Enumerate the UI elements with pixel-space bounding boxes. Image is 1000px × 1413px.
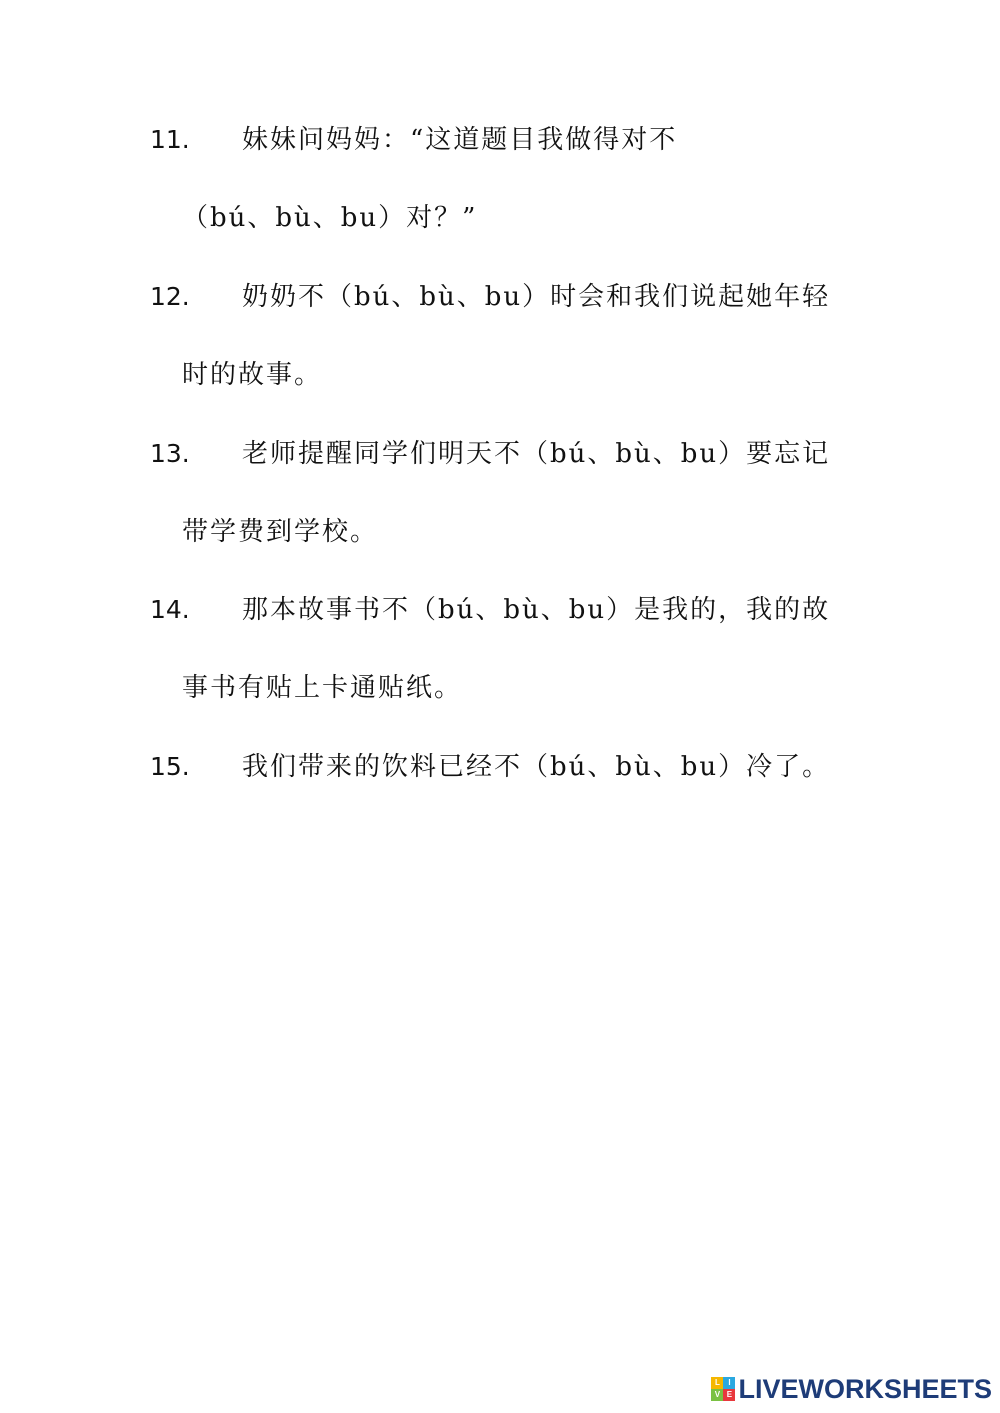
question-text-continued: 带学费到学校。 <box>182 517 379 547</box>
question-13 <box>150 434 870 552</box>
question-number: 12. <box>150 282 190 311</box>
question-text: 老师提醒同学们明天不（bú、bù、bu）要忘记 <box>242 439 831 469</box>
question-text: 那本故事书不（bú、bù、bu）是我的，我的故 <box>242 595 831 625</box>
question-11 <box>150 120 870 238</box>
question-text: 我们带来的饮料已经不（bú、bù、bu）冷了。 <box>242 752 831 782</box>
question-line <box>150 590 870 630</box>
question-14 <box>150 590 870 708</box>
question-15 <box>150 747 870 787</box>
question-text-continued: （bú、bù、bu）对？” <box>182 203 478 233</box>
question-number: 11. <box>150 125 190 154</box>
question-number: 14. <box>150 595 190 624</box>
question-number: 13. <box>150 439 190 468</box>
question-line <box>150 434 870 474</box>
question-12 <box>150 277 870 395</box>
question-continuation <box>150 668 870 708</box>
question-text: 奶奶不（bú、bù、bu）时会和我们说起她年轻 <box>242 282 831 312</box>
question-continuation <box>150 198 870 238</box>
question-line <box>150 120 870 160</box>
liveworksheets-mark-icon: L I V E <box>711 1377 735 1401</box>
question-text-continued: 时的故事。 <box>182 360 323 390</box>
question-number: 15. <box>150 752 190 781</box>
liveworksheets-wordmark: LIVEWORKSHEETS <box>738 1373 992 1404</box>
question-continuation <box>150 355 870 395</box>
question-text: 妹妹问妈妈：“这道题目我做得对不 <box>242 125 678 155</box>
question-continuation <box>150 512 870 552</box>
liveworksheets-logo[interactable] <box>711 1373 992 1405</box>
question-line <box>150 277 870 317</box>
question-line <box>150 747 870 787</box>
question-text-continued: 事书有贴上卡通贴纸。 <box>182 673 463 703</box>
